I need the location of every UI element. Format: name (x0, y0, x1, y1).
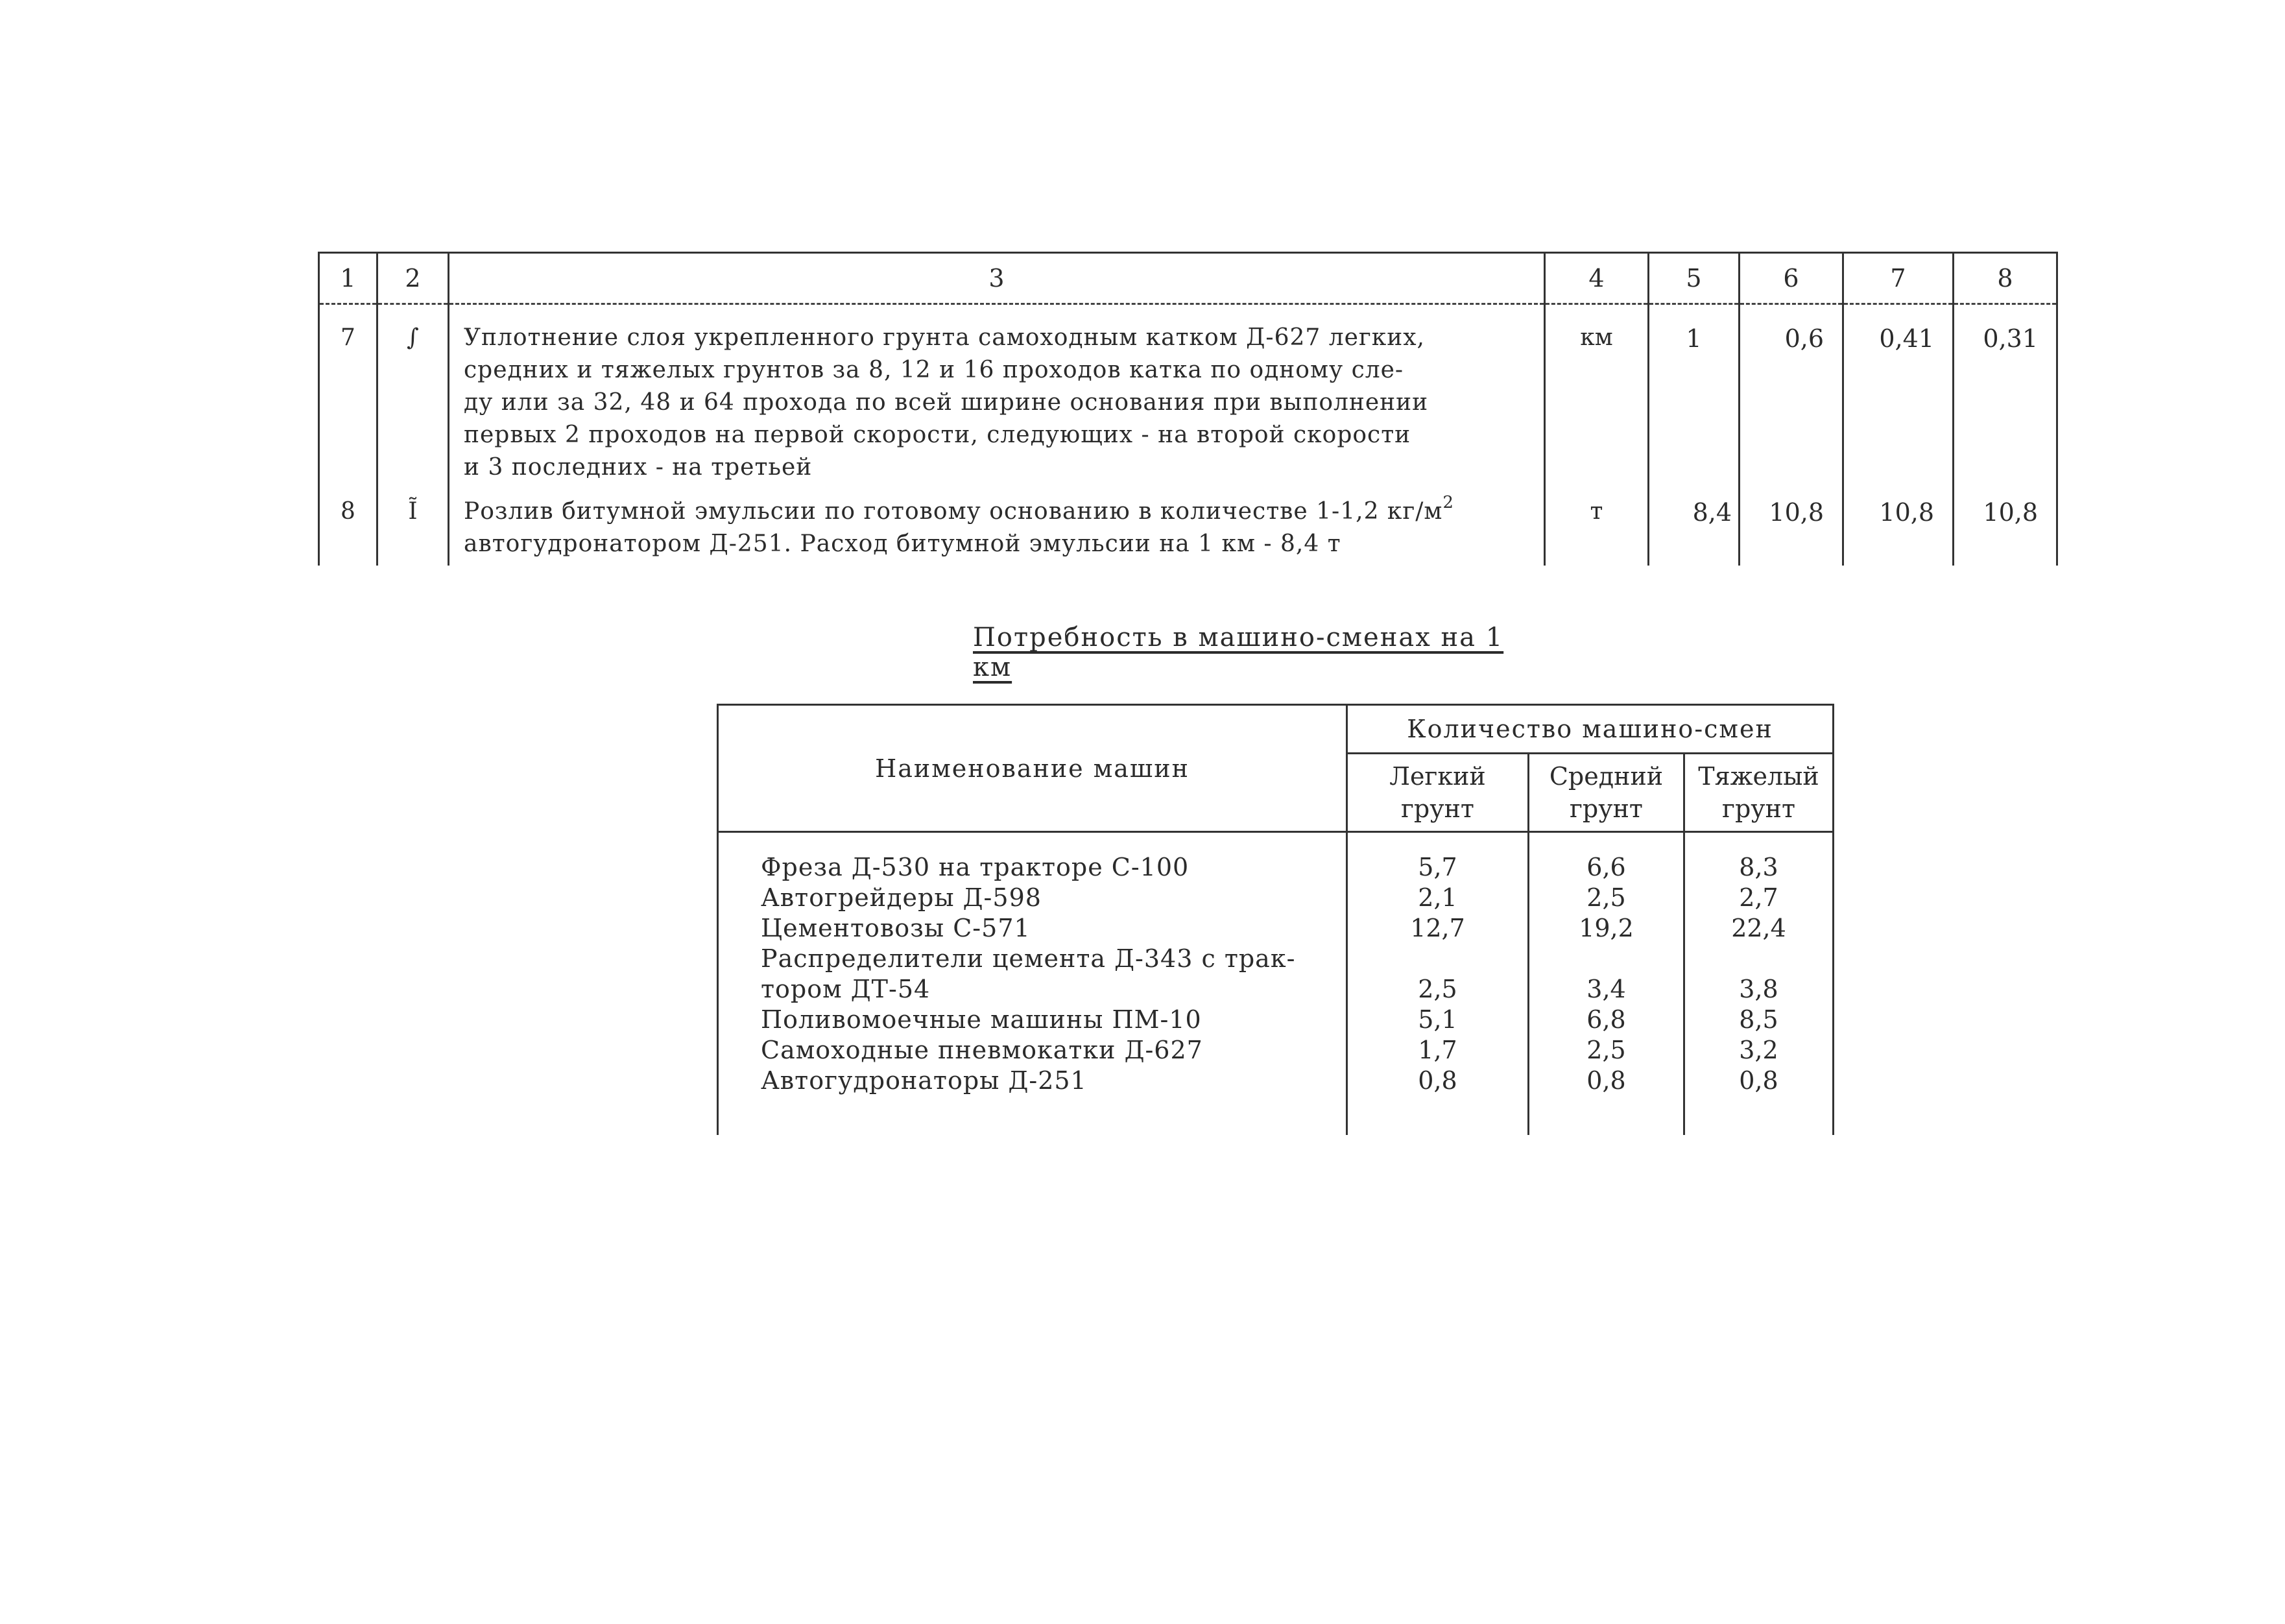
row-number: 7 (319, 304, 377, 490)
table-row (718, 1066, 1834, 1135)
operation-description (449, 304, 1545, 490)
value-col-8: 10,8 (1954, 489, 2057, 566)
heavy-soil-value: 3,8 (1684, 944, 1834, 1005)
machine-name (718, 944, 1347, 1005)
machine-name: Самоходные пневмокатки Д-627 (718, 1035, 1347, 1066)
light-soil-value: 12,7 (1347, 913, 1529, 944)
light-soil-value: 5,7 (1347, 832, 1529, 883)
row-mark: Ĩ (377, 489, 449, 566)
medium-soil-value: 6,6 (1529, 832, 1684, 883)
description-line: средних и тяжелых грунтов за 8, 12 и 16 проходов катка по одному сле- (464, 357, 1404, 383)
value-col-8: 0,31 (1954, 304, 2057, 490)
light-soil-value: 2,5 (1347, 944, 1529, 1005)
col-header-8: 8 (1954, 253, 2057, 304)
light-soil-value: 2,1 (1347, 883, 1529, 913)
unit-cell: км (1545, 304, 1649, 490)
table-row (718, 832, 1834, 883)
heavy-soil-header (1684, 754, 1834, 832)
description-line: первых 2 проходов на первой скорости, следующих - на второй скорости (464, 422, 1411, 448)
header-line: Средний (1549, 762, 1664, 791)
machine-name: Фреза Д-530 на тракторе С-100 (718, 832, 1347, 883)
header-row (718, 705, 1834, 754)
table-row (718, 1005, 1834, 1035)
shift-count-header: Количество машино-смен (1347, 705, 1834, 754)
table-row (319, 489, 2057, 566)
description-line: и 3 последних - на третьей (464, 454, 813, 481)
light-soil-header (1347, 754, 1529, 832)
column-number-header-row (319, 253, 2057, 304)
col-header-5: 5 (1649, 253, 1740, 304)
col-header-3: 3 (449, 253, 1545, 304)
table-row (319, 304, 2057, 490)
header-line: Тяжелый (1698, 762, 1819, 791)
operation-description (449, 489, 1545, 566)
value-col-7: 10,8 (1843, 489, 1954, 566)
col-header-7: 7 (1843, 253, 1954, 304)
description-text: Розлив битумной эмульсии по готовому основанию в количестве 1-1,2 кг/м (464, 498, 1443, 525)
work-operations-table (318, 252, 2058, 566)
table-row (718, 913, 1834, 944)
light-soil-value: 0,8 (1347, 1066, 1529, 1135)
heavy-soil-value: 22,4 (1684, 913, 1834, 944)
unit-superscript: 2 (1442, 493, 1454, 512)
heavy-soil-value: 8,5 (1684, 1005, 1834, 1035)
value-col-6: 0,6 (1740, 304, 1843, 490)
col-header-4: 4 (1545, 253, 1649, 304)
header-line: грунт (1401, 794, 1474, 823)
row-number: 8 (319, 489, 377, 566)
unit-cell: т (1545, 489, 1649, 566)
col-header-6: 6 (1740, 253, 1843, 304)
heavy-soil-value: 0,8 (1684, 1066, 1834, 1135)
value-col-6: 10,8 (1740, 489, 1843, 566)
heavy-soil-value: 2,7 (1684, 883, 1834, 913)
table-row (718, 883, 1834, 913)
medium-soil-value: 3,4 (1529, 944, 1684, 1005)
value-col-5: 8,4 (1649, 489, 1740, 566)
col-header-1: 1 (319, 253, 377, 304)
description-line (464, 493, 1531, 528)
machine-name: Автогрейдеры Д-598 (718, 883, 1347, 913)
description-line: ду или за 32, 48 и 64 прохода по всей ширине основания при выполнении (464, 389, 1429, 416)
medium-soil-value: 2,5 (1529, 1035, 1684, 1066)
machine-name-header: Наименование машин (718, 705, 1347, 832)
medium-soil-value: 6,8 (1529, 1005, 1684, 1035)
header-line: грунт (1570, 794, 1643, 823)
machine-name: Автогудронаторы Д-251 (718, 1066, 1347, 1135)
light-soil-value: 5,1 (1347, 1005, 1529, 1035)
heavy-soil-value: 3,2 (1684, 1035, 1834, 1066)
table-row (718, 1035, 1834, 1066)
light-soil-value: 1,7 (1347, 1035, 1529, 1066)
table-row (718, 944, 1834, 1005)
header-line: грунт (1722, 794, 1795, 823)
section-title: Потребность в машино-сменах на 1 км (973, 623, 1504, 682)
machine-name: Цементовозы С-571 (718, 913, 1347, 944)
heavy-soil-value: 8,3 (1684, 832, 1834, 883)
medium-soil-header (1529, 754, 1684, 832)
machine-name: Поливомоечные машины ПМ-10 (718, 1005, 1347, 1035)
description-line: автогудронатором Д-251. Расход битумной эмульсии на 1 км - 8,4 т (464, 531, 1341, 557)
medium-soil-value: 19,2 (1529, 913, 1684, 944)
machine-shifts-table (717, 704, 1834, 1135)
machine-name-line: тором ДТ-54 (761, 975, 931, 1003)
header-line: Легкий (1389, 762, 1486, 791)
value-col-5: 1 (1649, 304, 1740, 490)
machine-name-line: Распределители цемента Д-343 с трак- (761, 944, 1296, 973)
medium-soil-value: 2,5 (1529, 883, 1684, 913)
value-col-7: 0,41 (1843, 304, 1954, 490)
col-header-2: 2 (377, 253, 449, 304)
medium-soil-value: 0,8 (1529, 1066, 1684, 1135)
description-line: Уплотнение слоя укрепленного грунта самоходным катком Д-627 легких, (464, 324, 1426, 351)
row-mark: ∫ (377, 304, 449, 490)
